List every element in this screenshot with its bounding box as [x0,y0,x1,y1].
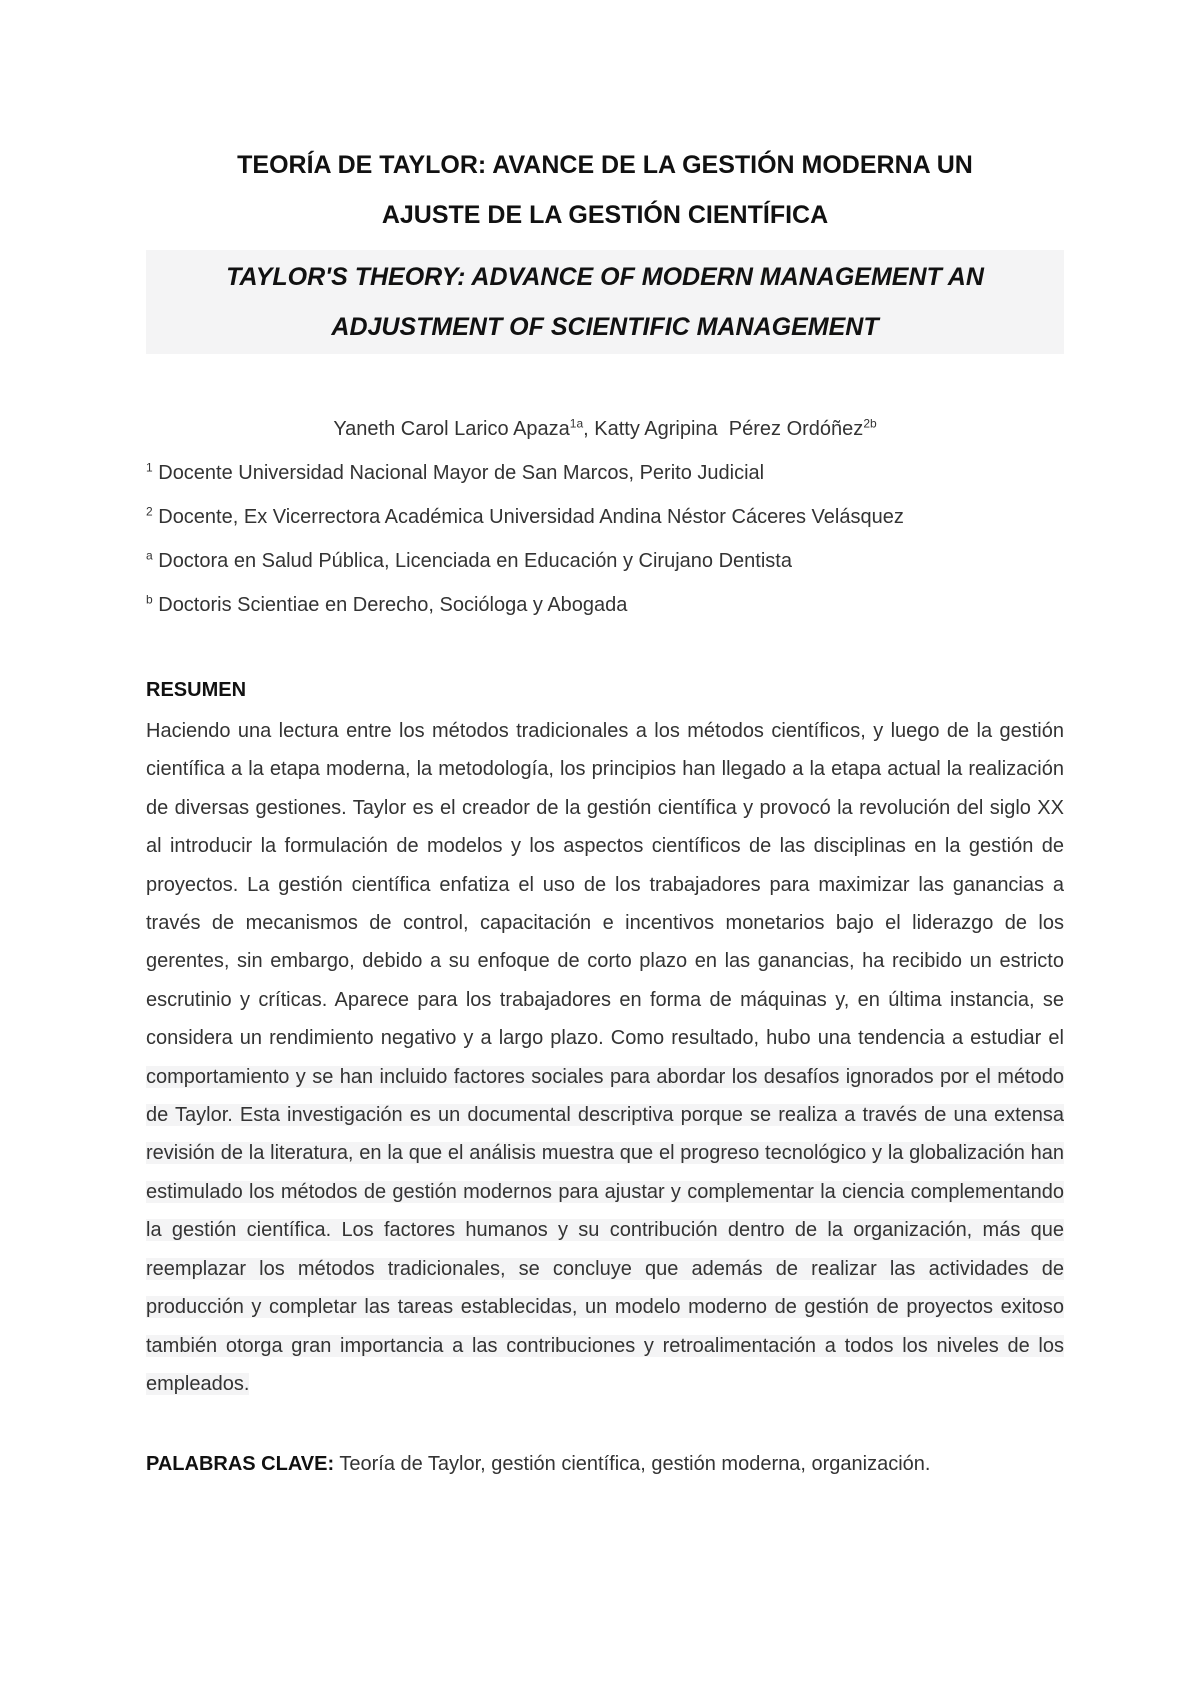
keywords-text: Teoría de Taylor, gestión científica, gestión moderna, organización. [334,1453,931,1476]
affiliation-text: Doctoris Scientiae en Derecho, Socióloga y Abogada [152,594,628,616]
english-title-line-1: TAYLOR'S THEORY: ADVANCE OF MODERN MANAGEMENT AN [226,263,984,291]
paper-page [146,140,1064,1476]
affiliation-text: Docente Universidad Nacional Mayor de San Marcos, Perito Judicial [152,462,765,484]
author-separator: , [583,418,595,440]
affiliation-mark: 1 [146,460,153,475]
author-1-superscript: 1a [569,416,584,431]
keywords [146,1453,1064,1476]
english-title-line-2: ADJUSTMENT OF SCIENTIFIC MANAGEMENT [331,313,879,341]
affiliation-mark: a [146,548,153,563]
author-2-name: Katty Agripina Pérez Ordóñez [594,418,864,440]
abstract-text-part-1: Haciendo una lectura entre los métodos tradicionales a los métodos científicos, y luego de la gestión científica a la etapa moderna, la metodología, los principios han llegado a la etapa actual la realización de diversas gestiones. Taylor es el creador de la gestión científica y provocó la revolución del siglo XX al introducir la formulación de modelos y los aspectos científicos de las disciplinas en la gestión de proyectos. La gestión científica enfatiza el uso de los trabajadores para maximizar las ganancias a través de mecanismos de control, capacitación e incentivos monetarios bajo el liderazgo de los gerentes, sin embargo, debido a su enfoque de corto plazo en las ganancias, ha recibido un estricto escrutinio y críticas. Aparece para los trabajadores en forma de máquinas y, en última instancia, se considera un rendimiento negativo y a largo plazo. Como resultado, hubo una tendencia a estudiar el [146,720,1064,1050]
affiliation-b [146,583,1064,627]
english-title [146,250,1064,354]
affiliation-a [146,539,1064,583]
affiliations [146,451,1064,627]
abstract-body [146,712,1064,1403]
author-1-name: Yaneth Carol Larico Apaza [333,418,570,440]
abstract-text-part-2-highlighted: comportamiento y se han incluido factores sociales para abordar los desafíos ignorados por el método de Taylor. Esta investigación es un documental descriptiva porque se realiza a través de una extensa revisión de la literatura, en la que el análisis muestra que el progreso tecnológico y la globalización han estimulado los métodos de gestión modernos para ajustar y complementar la ciencia complementando la gestión científica. Los factores humanos y su contribución dentro de la organización, más que reemplazar los métodos tradicionales, se concluye que además de realizar las actividades de producción y completar las tareas establecidas, un modelo moderno de gestión de proyectos exitoso también otorga gran importancia a las contribuciones y retroalimentación a todos los niveles de los empleados. [146,1065,1064,1395]
author-2-superscript: 2b [863,416,877,431]
spanish-title-line-1: TEORÍA DE TAYLOR: AVANCE DE LA GESTIÓN MODERNA UN [237,151,973,179]
affiliation-mark: 2 [146,504,153,519]
spanish-title-line-2: AJUSTE DE LA GESTIÓN CIENTÍFICA [381,201,829,229]
affiliation-1 [146,451,1064,495]
affiliation-2 [146,495,1064,539]
keywords-label: PALABRAS CLAVE: [146,1453,335,1476]
affiliation-mark: b [146,592,153,607]
abstract-heading: RESUMEN [146,679,247,701]
affiliation-text: Doctora en Salud Pública, Licenciada en Educación y Cirujano Dentista [152,550,792,572]
author-list [146,418,1064,441]
affiliation-text: Docente, Ex Vicerrectora Académica Universidad Andina Néstor Cáceres Velásquez [152,506,904,528]
spanish-title [146,140,1064,240]
